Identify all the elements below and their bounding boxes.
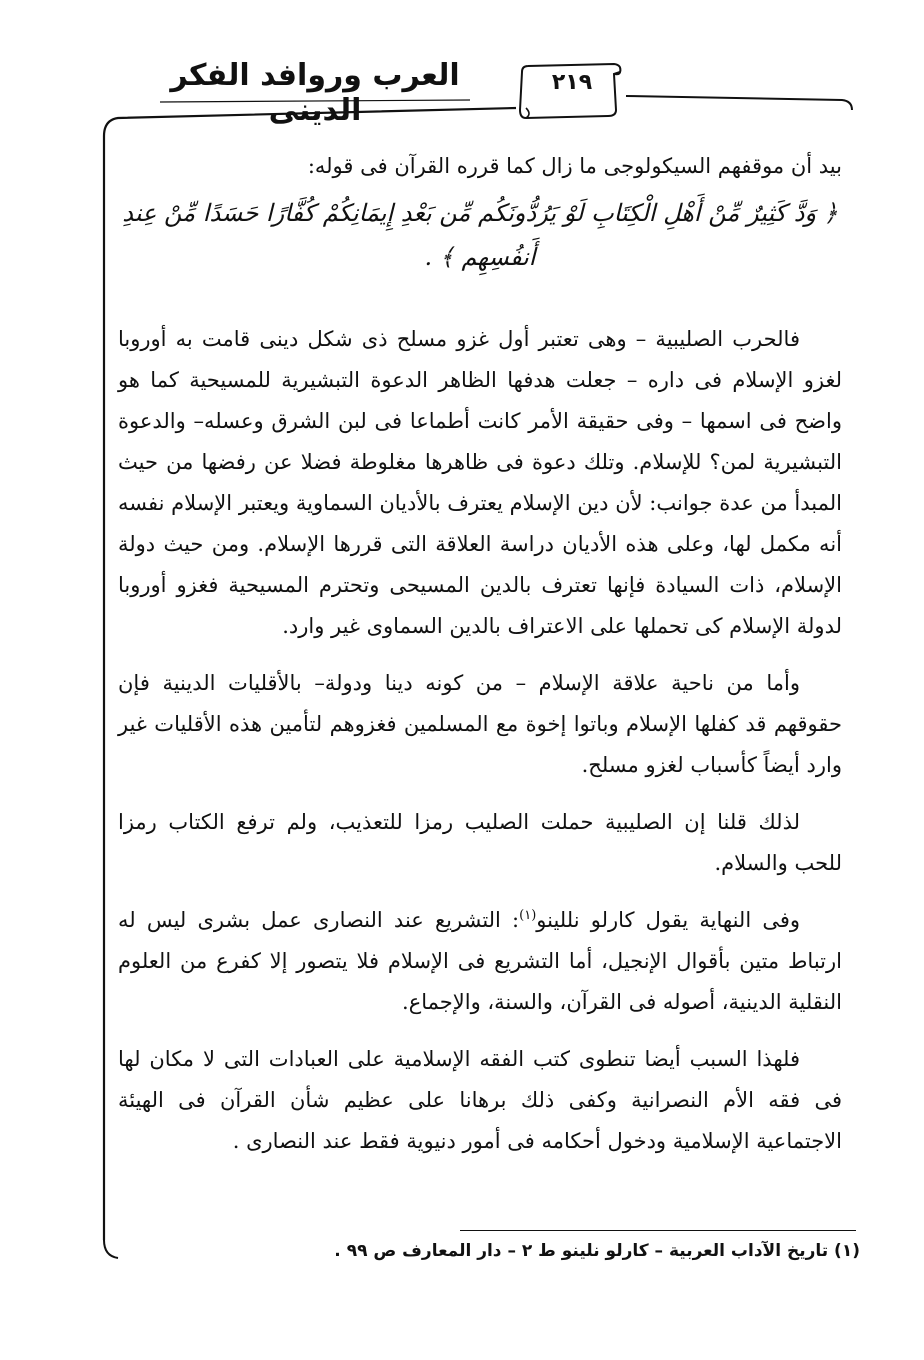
paragraph-nallino-rest: : التشريع عند النصارى عمل بشرى ليس له ارتباط متين بأقوال الإنجيل، أما التشريع فى الإسلام فلا يتصور إلا كفرع من العلوم النقلية الدينية، أصوله فى القرآن، والسنة، والإجماع. [118, 908, 842, 1014]
quran-verse: ﴿ وَدَّ كَثِيرٌ مِّنْ أَهْلِ الْكِتَابِ لَوْ يَرُدُّونَكُم مِّن بَعْدِ إِيمَانِكُمْ كُفَّارًا حَسَدًا مِّنْ عِندِ أَنفُسِهِم ﴾ . [122, 199, 838, 271]
paragraph-minorities: وأما من ناحية علاقة الإسلام – من كونه دينا ودولة– بالأقليات الدينية فإن حقوقهم قد كفلها الإسلام وباتوا إخوة مع المسلمين فغزوهم لتأمين هذه الأقليات غير وارد أيضاً كأسباب لغزو مسلح. [118, 671, 842, 777]
paragraph-nallino-lead: وفى النهاية يقول كارلو نللينو [536, 908, 801, 932]
running-title: العرب وروافد الفكر الدينى [170, 58, 460, 128]
paragraph-cross-symbol: لذلك قلنا إن الصليبية حملت الصليب رمزا للتعذيب، ولم ترفع الكتاب رمزا للحب والسلام. [118, 810, 842, 875]
footnote-divider [460, 1230, 856, 1231]
footnote: (١) تاريخ الآداب العربية – كارلو نلينو ط ٢ – دار المعارف ص ٩٩ . [334, 1241, 860, 1261]
intro-line: بيد أن موقفهم السيكولوجى ما زال كما قرره القرآن فى قوله: [307, 154, 842, 178]
paragraph-nallino [118, 900, 842, 1023]
footnote-marker[interactable]: (١) [519, 908, 537, 923]
paragraph-crusades: فالحرب الصليبية – وهى تعتبر أول غزو مسلح ذى شكل دينى قامت به أوروبا لغزو الإسلام فى داره – جعلت هدفها الظاهر الدعوة التبشيرية للمسيحية كما هو واضح فى اسمها – وفى حقيقة الأمر كانت أطماعا فى لبن الشرق وعسله– والدعوة التبشيرية لمن؟ للإسلام. وتلك دعوة فى ظاهرها مغلوطة فضلا عن رفضها من حيث المبدأ من عدة جوانب: لأن دين الإسلام يعترف بالأديان السماوية ويعتبر الإسلام نفسه أنه مكمل لها، وعلى هذه الأديان دراسة العلاقة التى قررها الإسلام. ومن حيث دولة الإسلام، ذات السيادة فإنها تعترف بالدين المسيحى وتحترم المسيحية فغزو أوروبا لدولة الإسلام كى تحملها على الاعتراف بالدين السماوى غير وارد. [118, 327, 842, 638]
main-text [118, 140, 842, 1162]
page-number-scroll [518, 58, 626, 120]
page-number: ٢١٩ [551, 70, 593, 95]
paragraph-jurisprudence: فلهذا السبب أيضا تنطوى كتب الفقه الإسلامية على العبادات التى لا مكان لها فى فقه الأم النصرانية وكفى ذلك برهانا على عظيم شأن القرآن فى الهيئة الاجتماعية الإسلامية ودخول أحكامه فى أمور دنيوية فقط عند النصارى . [118, 1047, 842, 1153]
